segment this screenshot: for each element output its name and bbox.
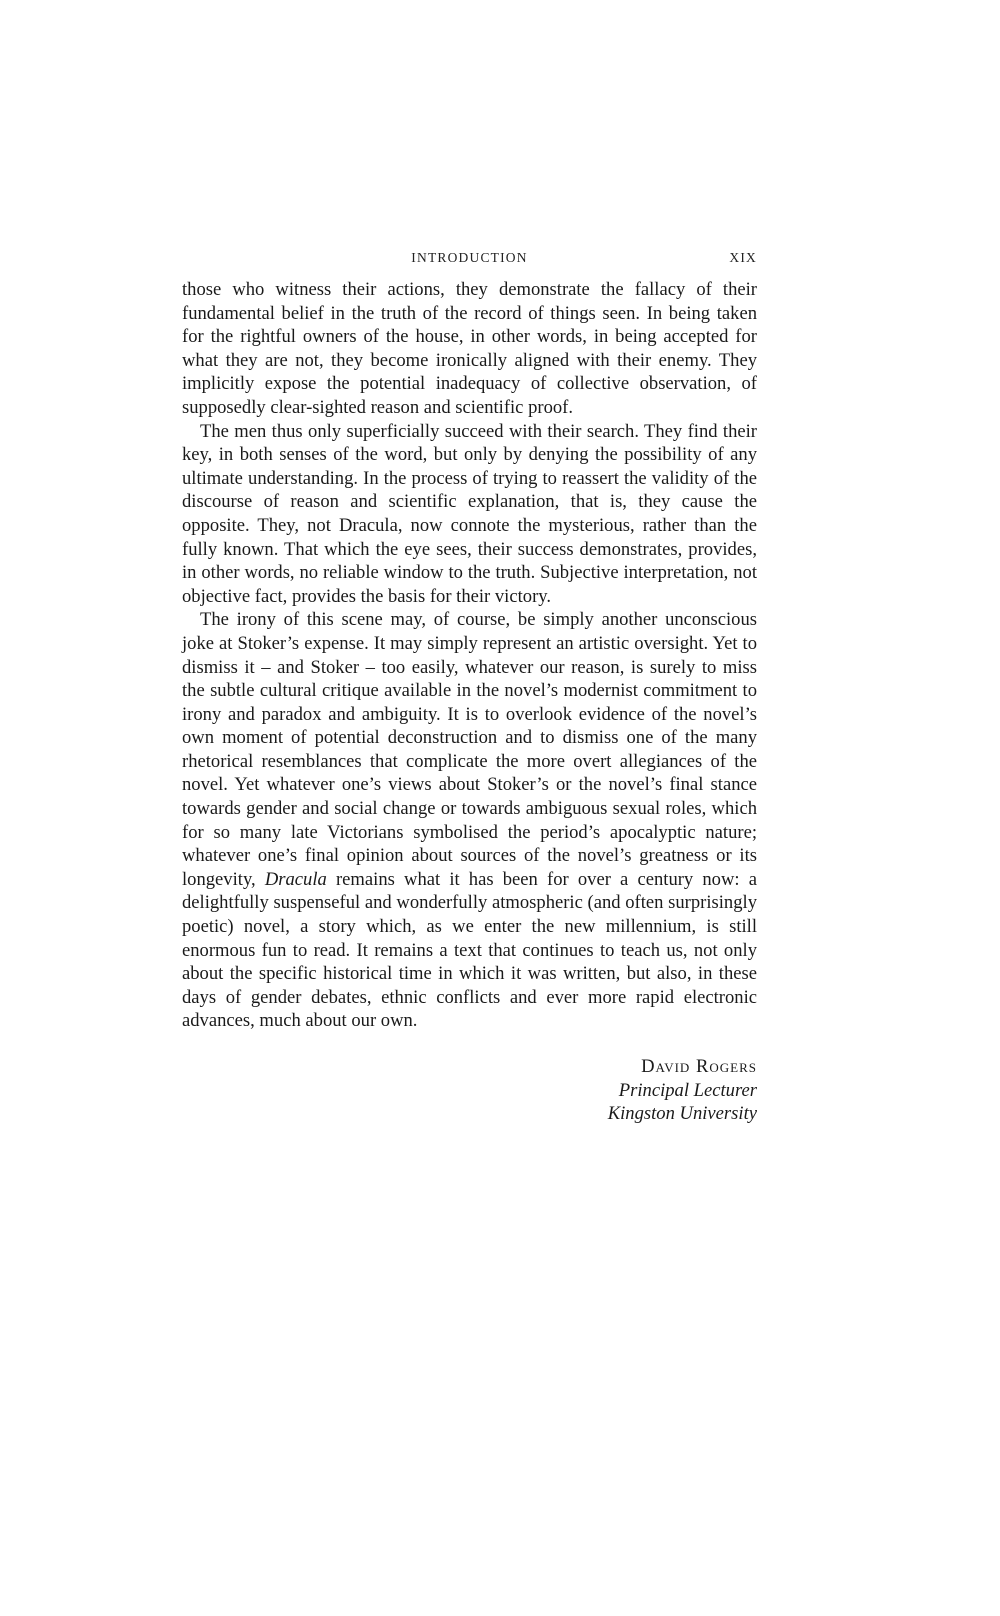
paragraph-1: those who witness their actions, they demonstrate the fallacy of their fundamental belief in the truth of the record of things seen. In being taken for the rightful owners of the house, in other words, in being accepted for what they are not, they become ironically aligned with their enemy. They implicitly expose the potential inadequacy of collective observation, of supposedly clear-sighted reason and scientific proof. bbox=[182, 279, 757, 418]
paragraph-3-text-after: remains what it has been for over a century now: a delightfully suspenseful and wonderfully atmospheric (and often surprisingly poetic) novel, a story which, as we enter the new millennium, is still enormous fun to read. It remains a text that continues to teach us, not only about the specific historical time in which it was written, but also, in these days of gender debates, ethnic conflicts and ever more rapid electronic advances, much about our own. bbox=[182, 868, 757, 1032]
book-title-italic: Dracula bbox=[264, 868, 327, 890]
page-number: XIX bbox=[729, 250, 757, 265]
author-signature bbox=[182, 1055, 757, 1126]
author-name: David Rogers bbox=[641, 1056, 757, 1077]
book-page bbox=[182, 248, 757, 1126]
running-head bbox=[182, 248, 757, 270]
author-affiliation: Kingston University bbox=[607, 1103, 757, 1125]
paragraph-2: The men thus only superficially succeed with their search. They find their key, in both senses of the word, but only by denying the possibility of any ultimate understanding. In the process of trying to reassert the validity of the discourse of reason and scientific explanation, that is, they cause the opposite. They, not Dracula, now connote the mysterious, rather than the fully known. That which the eye sees, their success demonstrates, provides, in other words, no reliable window to the truth. Subjective interpretation, not objective fact, provides the basis for their victory. bbox=[182, 420, 757, 607]
paragraph-3 bbox=[182, 608, 757, 1033]
chapter-title: INTRODUCTION bbox=[411, 250, 528, 265]
author-role: Principal Lecturer bbox=[618, 1079, 757, 1101]
paragraph-3-text-before: The irony of this scene may, of course, be simply another unconscious joke at Stoker’s expense. It may simply represent an artistic oversight. Yet to dismiss it – and Stoker – too easily, whatever our reason, is surely to miss the subtle cultural critique available in the novel’s modernist commitment to irony and paradox and ambiguity. It is to overlook evidence of the novel’s own moment of potential deconstruction and to dismiss one of the many rhetorical resemblances that complicate the more overt allegiances of the novel. Yet whatever one’s views about Stoker’s or the novel’s final stance towards gender and social change or towards ambiguous sexual roles, which for so many late Victorians symbolised the period’s apocalyptic nature; whatever one’s final opinion about sources of the novel’s greatness or its longevity, bbox=[182, 609, 757, 890]
body-text bbox=[182, 278, 757, 1033]
